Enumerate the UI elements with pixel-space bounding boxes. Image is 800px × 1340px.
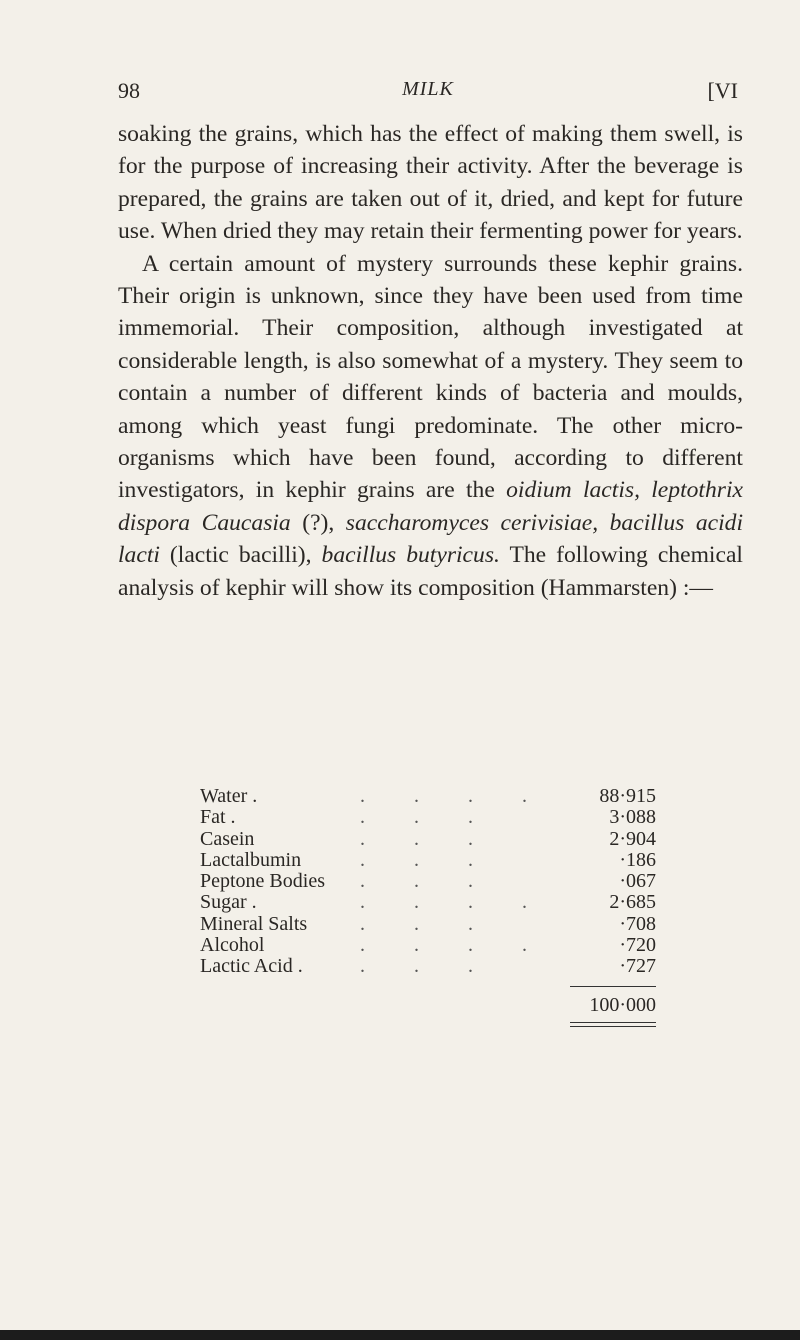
chapter-marker: [VI <box>707 78 738 103</box>
table-row <box>200 786 656 807</box>
double-rule-top <box>570 1022 656 1023</box>
table-row <box>200 871 656 892</box>
table-row <box>200 807 656 828</box>
paragraph-2-part-d: The following chemical analysis of kephir will show its composition (Hammarsten) :— <box>118 542 743 601</box>
row-value: 88·915 <box>599 785 656 807</box>
table-row <box>200 892 656 913</box>
leader-dots: . . . <box>360 870 495 893</box>
table-row <box>200 829 656 850</box>
leader-dots: . . . . <box>360 785 549 807</box>
organism-saccharomyces: saccharomyces cerivisiae, bacillus acidi lacti <box>118 509 744 569</box>
leader-dots: . . . <box>360 848 495 871</box>
table-row <box>200 914 656 935</box>
leader-dots: . . . <box>360 827 495 850</box>
leader-dots: . . . . <box>360 891 549 914</box>
leader-dots: . . . . <box>360 934 549 957</box>
paragraph-2-part-a: A certain amount of mystery surrounds these kephir grains. Their origin is unknown, since they have been used from time immemorial. Their composition, although investigated at considerable length, is also somewhat of a mystery. They seem to contain a number of different kinds of bacteria and moulds, among which yeast fungi predominate. The other micro-organisms which have been found, according to different investigators, in kephir grains are the <box>118 250 743 504</box>
row-value: 2·904 <box>609 827 656 850</box>
scan-edge <box>0 1330 800 1340</box>
row-label: Peptone Bodies <box>200 870 325 893</box>
page-number: 98 <box>118 78 140 103</box>
organism-oidium: oidium lactis, leptothrix dispora Caucasia <box>118 477 743 536</box>
leader-dots: . . . <box>360 912 495 935</box>
row-label: Casein <box>200 827 255 850</box>
running-header <box>118 78 738 108</box>
table-row <box>200 956 656 977</box>
row-value: ·186 <box>619 848 656 871</box>
leader-dots: . . . <box>360 806 495 829</box>
table-total: 100·000 <box>589 994 656 1016</box>
row-label: Lactic Acid . <box>200 955 303 978</box>
table-row <box>200 935 656 956</box>
paragraph-2-part-b: (?), <box>290 509 346 536</box>
paragraph-1: soaking the grains, which has the effect of making them swell, is for the purpose of increasing their activity. After the beverage is prepared, the grains are taken out of it, dried, and kept for future use. When dried they may retain their fermenting power for years. <box>118 121 743 245</box>
paragraph-2-part-c: (lactic bacilli), <box>159 542 322 569</box>
row-value: ·067 <box>619 870 656 893</box>
composition-table <box>200 785 656 1016</box>
paragraph-2 <box>118 248 743 604</box>
double-rule-bottom <box>570 1026 656 1027</box>
row-label: Mineral Salts <box>200 912 308 935</box>
table-row <box>200 850 656 871</box>
leader-dots: . . . <box>360 955 495 978</box>
row-label: Water . <box>200 785 258 807</box>
row-value: 3·088 <box>609 806 656 829</box>
row-value: ·708 <box>619 912 656 935</box>
sum-rule <box>570 986 656 987</box>
running-title: MILK <box>402 78 454 100</box>
row-value: 2·685 <box>609 891 656 914</box>
row-label: Alcohol <box>200 934 265 957</box>
body-text <box>118 118 743 604</box>
organism-butyricus: bacillus butyricus. <box>321 542 500 569</box>
row-label: Lactalbumin <box>200 848 302 871</box>
row-label: Fat . <box>200 806 236 829</box>
row-value: ·727 <box>619 955 656 978</box>
row-value: ·720 <box>619 934 656 957</box>
row-label: Sugar . <box>200 891 257 914</box>
